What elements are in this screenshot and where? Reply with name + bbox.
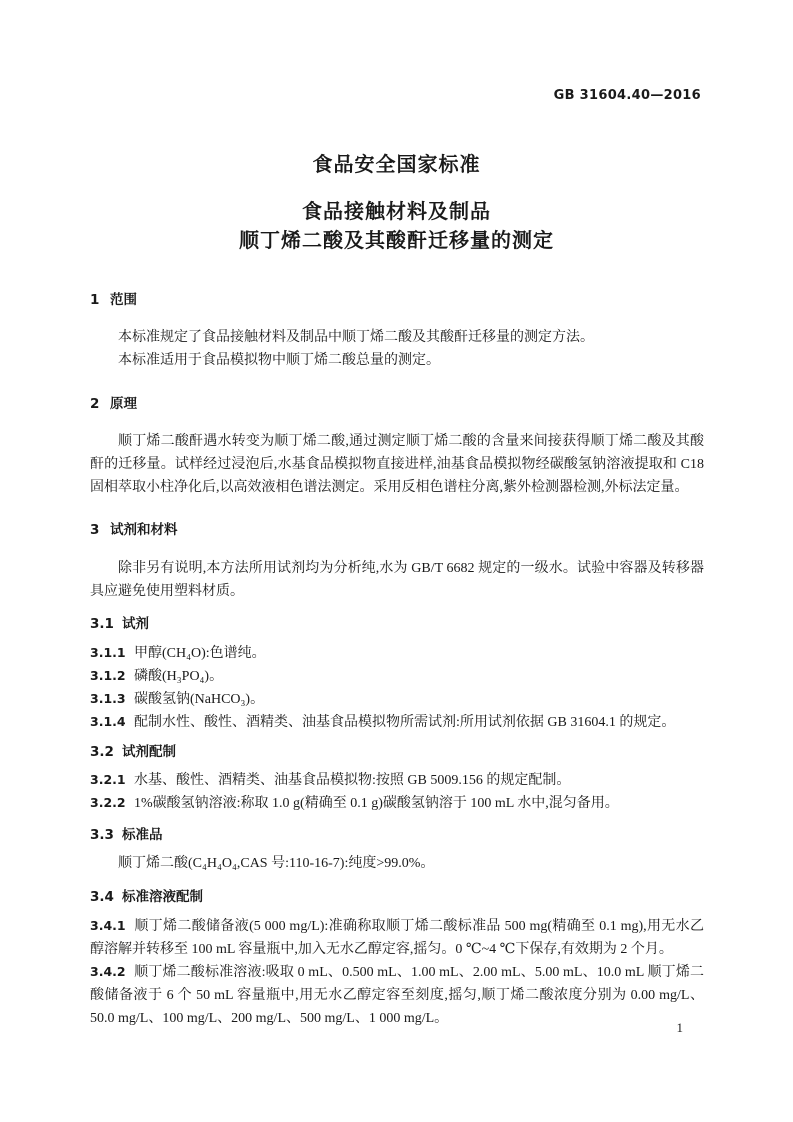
clause-3-2-1 [90, 768, 704, 792]
clause-number: 3.2.1 [90, 772, 126, 787]
clause-3-1-4 [90, 710, 704, 734]
clause-number: 3.4.1 [90, 918, 126, 933]
clause-number: 3.1.2 [90, 668, 126, 683]
clause-3-4-2 [90, 960, 704, 1030]
section-2-paragraph: 顺丁烯二酸酐遇水转变为顺丁烯二酸,通过测定顺丁烯二酸的含量来间接获得顺丁烯二酸及其酸酐的迁移量。试样经过浸泡后,水基食品模拟物直接进样,油基食品模拟物经碳酸氢钠溶液提取和 C18固相萃取小柱净化后,以高效液相色谱法测定。采用反相色谱柱分离,紫外检测器检测,外标法定量。 [90, 434, 704, 495]
subsection-number: 3.4 [90, 889, 114, 905]
document-title-sub2: 顺丁烯二酸及其酸酐迁移量的测定 [239, 228, 554, 252]
section-3-paragraph: 除非另有说明,本方法所用试剂均为分析纯,水为 GB/T 6682 规定的一级水。试验中容器及转移器具应避免使用塑料材质。 [90, 561, 704, 599]
clause-3-2-2 [90, 791, 704, 815]
clause-3-1-3 [90, 687, 704, 711]
subsection-number: 3.2 [90, 744, 114, 760]
section-title: 范围 [110, 292, 137, 308]
section-number: 1 [90, 292, 100, 308]
standard-code: GB 31604.40—2016 [553, 88, 701, 103]
section-1-paragraph-1: 本标准规定了食品接触材料及制品中顺丁烯二酸及其酸酐迁移量的测定方法。 [118, 330, 594, 345]
document-title-main: 食品安全国家标准 [312, 152, 481, 176]
subsection-title: 标准品 [122, 827, 163, 843]
subsection-title: 试剂配制 [122, 744, 176, 760]
section-title: 原理 [110, 396, 137, 412]
subsection-3-1-heading [90, 612, 149, 632]
clause-number: 3.2.2 [90, 795, 126, 810]
clause-text: 1%碳酸氢钠溶液:称取 1.0 g(精确至 0.1 g)碳酸氢钠溶于 100 mL 水中,混匀备用。 [134, 796, 619, 811]
clause-text: 顺丁烯二酸标准溶液:吸取 0 mL、0.500 mL、1.00 mL、2.00 mL、5.00 mL、10.0 mL 顺丁烯二酸储备液于 6 个 50 mL 容量瓶中,用无水乙醇定容至刻度,摇匀,顺丁烯二酸浓度分别为 0.00 mg/L、50.0 mg/L、100 mg/L、200 mg/L、500 mg/L、1 000 mg/L。 [90, 965, 704, 1026]
section-number: 3 [90, 522, 100, 538]
subsection-title: 试剂 [122, 616, 149, 632]
section-title: 试剂和材料 [110, 522, 178, 538]
clause-text: 配制水性、酸性、酒精类、油基食品模拟物所需试剂:所用试剂依据 GB 31604.1 的规定。 [134, 715, 676, 730]
section-1-heading [90, 288, 137, 308]
clause-text: 水基、酸性、酒精类、油基食品模拟物:按照 GB 5009.156 的规定配制。 [134, 773, 571, 788]
subsection-3-3-heading [90, 823, 163, 843]
section-1-paragraph-2: 本标准适用于食品模拟物中顺丁烯二酸总量的测定。 [118, 353, 440, 368]
clause-text: 顺丁烯二酸储备液(5 000 mg/L):准确称取顺丁烯二酸标准品 500 mg(精确至 0.1 mg),用无水乙醇溶解并转移至 100 mL 容量瓶中,加入无水乙醇定容,摇匀。0 ℃~4 ℃下保存,有效期为 2 个月。 [90, 919, 704, 957]
subsection-number: 3.3 [90, 827, 114, 843]
clause-3-1-2 [90, 664, 704, 688]
subsection-3-2-heading [90, 740, 176, 760]
section-number: 2 [90, 396, 100, 412]
clause-number: 3.1.1 [90, 645, 126, 660]
clause-3-1-1 [90, 641, 704, 665]
clause-number: 3.1.4 [90, 714, 126, 729]
clause-text: 碳酸氢钠(NaHCO₃)。 [134, 692, 265, 707]
clause-number: 3.4.2 [90, 964, 126, 979]
subsection-number: 3.1 [90, 616, 114, 632]
document-title-sub1: 食品接触材料及制品 [302, 199, 491, 223]
subsection-title: 标准溶液配制 [122, 889, 203, 905]
clause-text: 甲醇(CH₄O):色谱纯。 [134, 646, 266, 661]
clause-text: 磷酸(H₃PO₄)。 [134, 669, 224, 684]
section-3-heading [90, 518, 178, 538]
page-number: 1 [676, 1020, 683, 1035]
subsection-3-3-paragraph: 顺丁烯二酸(C₄H₄O₄,CAS 号:110-16-7):纯度>99.0%。 [118, 856, 435, 871]
clause-number: 3.1.3 [90, 691, 126, 706]
clause-3-4-1 [90, 914, 704, 961]
subsection-3-4-heading [90, 885, 203, 905]
section-2-heading [90, 392, 137, 412]
